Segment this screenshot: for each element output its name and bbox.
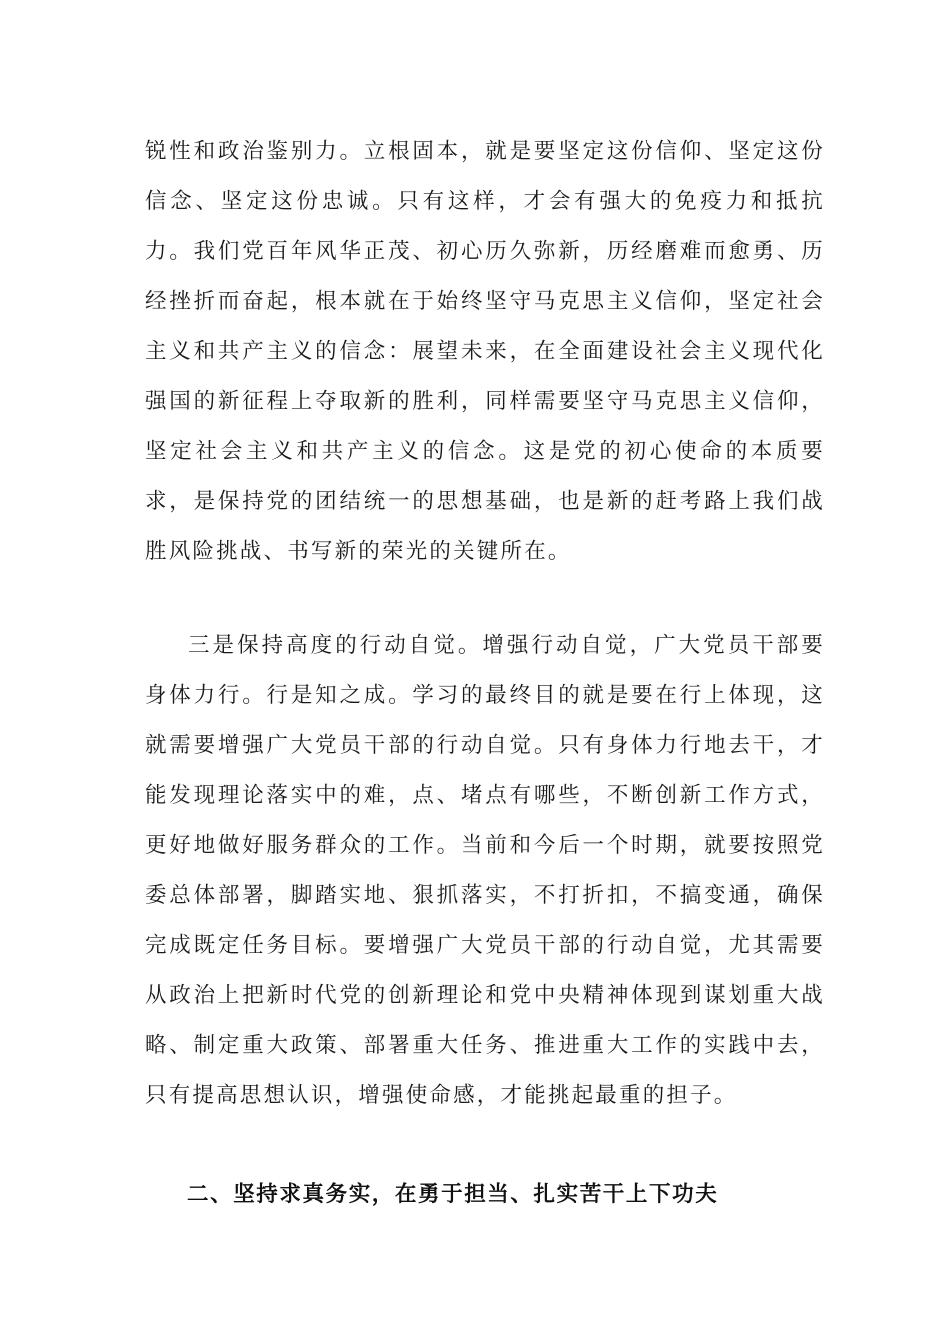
paragraph-continuation: 锐性和政治鉴别力。立根固本，就是要坚定这份信仰、坚定这份信念、坚定这份忠诚。只有这样，才会有强大的免疫力和抵抗力。我们党百年风华正茂、初心历久弥新，历经磨难而愈勇、历经挫折而奋起，根本就在于始终坚守马克思主义信仰，坚定社会主义和共产主义的信念：展望未来，在全面建设社会主义现代化强国的新征程上夺取新的胜利，同样需要坚守马克思主义信仰，坚定社会主义和共产主义的信念。这是党的初心使命的本质要求，是保持党的团结统一的思想基础，也是新的赶考路上我们战胜风险挑战、书写新的荣光的关键所在。 [145, 139, 825, 564]
paragraph-action-consciousness: 三是保持高度的行动自觉。增强行动自觉，广大党员干部要身体力行。行是知之成。学习的最终目的就是要在行上体现，这就需要增强广大党员干部的行动自觉。只有身体力行地去干，才能发现理论落实中的难，点、堵点有哪些，不断创新工作方式，更好地做好服务群众的工作。当前和今后一个时期，就要按照党委总体部署，脚踏实地、狠抓落实，不打折扣，不搞变通，确保完成既定任务目标。要增强广大党员干部的行动自觉，尤其需要从政治上把新时代党的创新理论和党中央精神体现到谋划重大战略、制定重大政策、部署重大任务、推进重大工作的实践中去，只有提高思想认识，增强使命感，才能挑起最重的担子。 [145, 633, 825, 1108]
section-heading: 二、坚持求真务实，在勇于担当、扎实苦干上下功夫 [187, 1182, 719, 1207]
